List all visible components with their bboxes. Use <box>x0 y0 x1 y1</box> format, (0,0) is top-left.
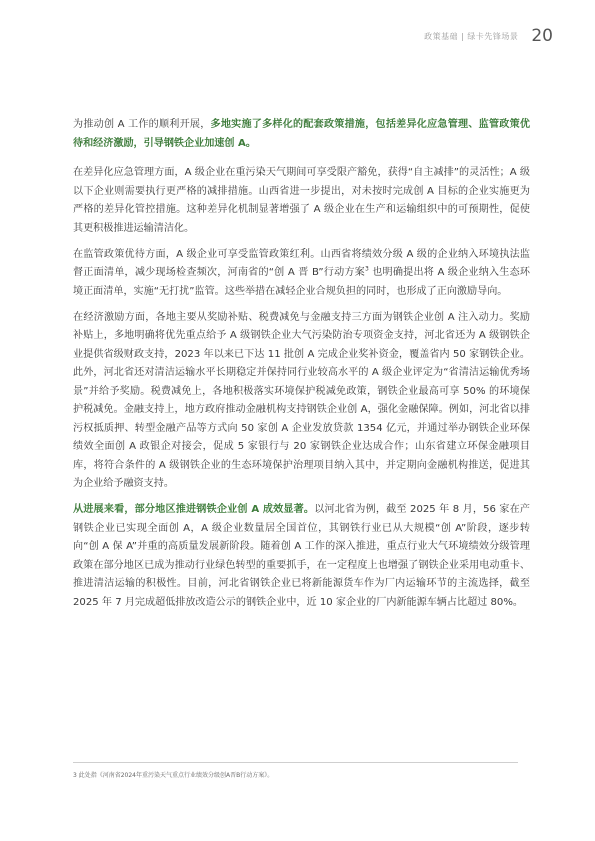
page-number: 20 <box>531 26 553 46</box>
section-title: 政策基础 | 绿卡先锋场景 <box>424 31 519 41</box>
regulatory-text-2: 也明确提出将 A 级企业纳入生态环境正面清单，实施“无打扰”监管。这些举措在减轻企业合规负担的同时，也形成了正向激励导向。 <box>73 267 530 297</box>
progress-highlight: 从进展来看，部分地区推进钢铁企业创 A 成效显著。 <box>73 504 315 515</box>
footnote: 3 此处指《河南省2024年重污染天气重点行业绩效分级创A晋B行动方案》。 <box>73 772 274 779</box>
footnote-ref[interactable]: 3 <box>364 265 369 273</box>
paragraph-economic-incentives: 在经济激励方面，各地主要从奖励补贴、税费减免与金融支持三方面为钢铁企业创 A 注入动力。奖励补贴上，多地明确将优先重点给予 A 级钢铁企业大气污染防治专项资金支持，河北省还为 A 级钢铁企业提供省级财政支持，2023 年以来已下达 11 批创 A 完成企业奖补资金，覆盖省内 50 家钢铁企业。此外，河北省还对清洁运输水平长期稳定并保持同行业较高水平的 A 级企业评定为“省清洁运输优秀场景”并给予奖励。税费减免上，各地积极落实环境保护税减免政策，钢铁企业最高可享 50% 的环境保护税减免。金融支持上，地方政府推动金融机构支持钢铁企业创 A，强化金融保障。例如，河北省以排污权抵质押、转型金融产品等方式向 50 家创 A 企业发放贷款 1354 亿元，并通过举办钢铁企业环保绩效全面创 A 政银企对接会，促成 5 家银行与 20 家钢铁企业达成合作；山东省建立环保金融项目库，将符合条件的 A 级钢铁企业的生态环境保护治理项目纳入其中，并定期向金融机构推送，促进其为企业给予融资支持。 <box>73 311 530 489</box>
paragraph-intro <box>73 116 530 153</box>
intro-text: 为推动创 A 工作的顺利开展， <box>73 119 211 130</box>
page-header <box>424 26 553 46</box>
progress-text: 以河北省为例，截至 2025 年 8 月，56 家在产钢铁企业已实现全面创 A，A 级企业数量居全国首位，其钢铁行业已从大规模“创 A”阶段，逐步转向“创 A 保 A”并重的高质量发展新阶段。随着创 A 工作的深入推进，重点行业大气环境绩效分级管理政策在部分地区已成为推动行业绿色转型的重要抓手，在一定程度上也增强了钢铁企业采用电动重卡、推进清洁运输的积极性。目前，河北省钢铁企业已将新能源货车作为厂内运输环节的主流选择，截至 2025 年 7 月完成超低排放改造公示的钢铁企业中，近 10 家企业的厂内新能源车辆占比超过 80%。 <box>73 504 531 608</box>
paragraph-progress <box>73 501 530 612</box>
regulatory-text-1: 在监管政策优待方面，A 级企业可享受监管政策红利。山西省将绩效分级 A 级的企业纳入环境执法监督正面清单，减少现场检查频次，河南省的“创 A 晋 B”行动方案 <box>73 248 530 278</box>
footnote-divider <box>73 762 518 763</box>
intro-highlight: 多地实施了多样化的配套政策措施，包括差异化应急管理、监管政策优待和经济激励，引导钢铁企业加速创 A。 <box>73 119 530 149</box>
paragraph-emergency-management: 在差异化应急管理方面，A 级企业在重污染天气期间可享受限产豁免，获得“自主减排”的灵活性；A 级以下企业则需要执行更严格的减排措施。山西省进一步提出，对未按时完成创 A 目标的企业实施更为严格的差异化管控措施。这种差异化机制显著增强了 A 级企业在生产和运输组织中的可预期性，促使其更积极推进运输清洁化。 <box>73 167 530 234</box>
body-content <box>73 116 530 620</box>
paragraph-regulatory-policy <box>73 246 530 302</box>
